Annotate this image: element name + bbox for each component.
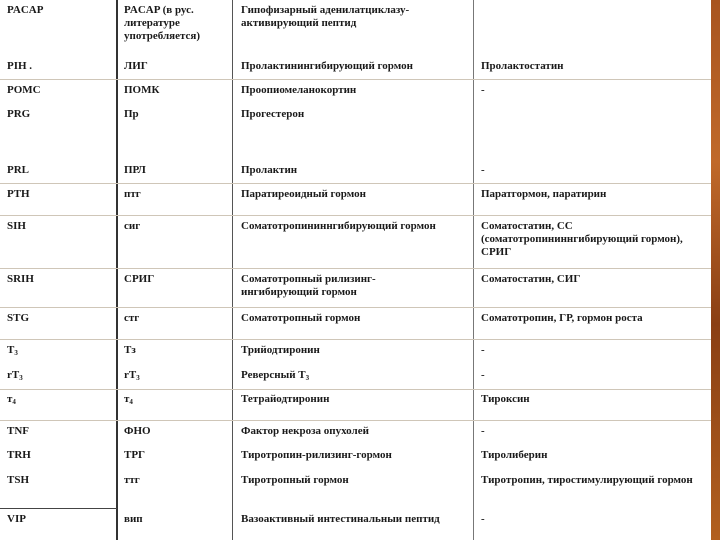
column-divider [232,0,233,540]
cell-full-name: Тиротропин-рилизинг-гормон [241,449,392,461]
cell-synonyms: Соматостатин, СС (соматотропининнгибирующий гормон), СРИГ [481,220,683,258]
cell-abbr-en: TSH [7,474,30,486]
row-divider [0,307,711,308]
cell-abbr-ru: ттг [124,474,140,486]
cell-synonyms: - [481,84,485,96]
cell-abbr-ru: ПРЛ [124,164,146,176]
cell-full-name: Тетрайодтиронин [241,393,330,405]
cell-full-name: Проопиомеланокортин [241,84,357,96]
cell-abbr-ru: СРИГ [124,273,155,285]
cell-abbr-ru: ПОМК [124,84,160,96]
cell-full-name: Прогестерон [241,108,305,120]
decorative-side-strip [711,0,720,540]
cell-synonyms: Соматотропин, ГР, гормон роста [481,312,643,324]
row-divider [0,268,711,269]
cell-abbr-en: VIP [7,513,26,525]
cell-abbr-en: TRH [7,449,31,461]
cell-synonyms: - [481,425,485,437]
row-divider [0,183,711,184]
cell-abbr-ru: Пр [124,108,139,120]
cell-full-name: Соматотропный рилизинг-ингибирующий гормон [241,273,376,298]
cell-abbr-ru: птг [124,188,141,200]
cell-abbr-en: $rT_3$ [7,369,23,382]
cell-abbr-ru: $rT_3$ [124,369,140,382]
cell-abbr-ru: $т_4$ [124,393,133,406]
cell-synonyms: - [481,369,485,381]
cell-full-name: Вазоактивный интестинальныи пептид [241,513,440,525]
cell-abbr-en: PRG [7,108,31,120]
cell-full-name: Соматотропининнгибирующий гормон [241,220,436,232]
cell-synonyms: - [481,344,485,356]
cell-abbr-ru: ЛИГ [124,60,148,72]
cell-abbr-ru: Тз [124,344,136,356]
cell-abbr-en: SRIH [7,273,34,285]
cell-abbr-en: STG [7,312,30,324]
header-abbr-ru: PACAP (в рус. литературе употребляется) [124,4,200,42]
cell-synonyms: Тироксин [481,393,530,405]
cell-full-name: Тиротропный гормон [241,474,349,486]
cell-synonyms: Тиролиберин [481,449,548,461]
cell-abbr-en: PRL [7,164,29,176]
row-divider [0,79,711,80]
cell-abbr-en: PIH . [7,60,33,72]
cell-full-name: Паратиреоидный гормон [241,188,366,200]
cell-synonyms: Соматостатин, СИГ [481,273,581,285]
column-divider [116,0,118,540]
cell-synonyms: - [481,513,485,525]
cell-full-name: Пролактинингибирующий гормон [241,60,413,72]
cell-abbr-ru: вип [124,513,143,525]
cell-full-name: Реверсный $Т_3$ [241,369,310,382]
cell-abbr-en: TNF [7,425,29,437]
header-abbr-en: PACAP [7,4,44,16]
cell-full-name: Трийодтиронин [241,344,320,356]
cell-abbr-en: SIH [7,220,26,232]
cell-abbr-en: PTH [7,188,30,200]
cell-abbr-en: POMC [7,84,41,96]
cell-synonyms: - [481,164,485,176]
cell-full-name: Пролактин [241,164,298,176]
cell-abbr-en: $T_3$ [7,344,18,357]
column-divider [473,0,474,540]
cell-abbr-ru: ТРГ [124,449,146,461]
cell-abbr-ru: сиг [124,220,141,232]
cell-synonyms: Тиротропин, тиростимулирующий гормон [481,474,693,486]
row-divider [0,215,711,216]
row-divider [0,508,117,509]
cell-abbr-ru: ФНО [124,425,151,437]
header-full-name: Гипофизарный аденилатциклазу-активирующий пептид [241,4,410,29]
row-divider [0,420,711,421]
row-divider [0,339,711,340]
cell-full-name: Соматотропный гормон [241,312,361,324]
cell-full-name: Фактор некроза опухолей [241,425,369,437]
cell-synonyms: Паратгормон, паратирин [481,188,607,200]
row-divider [0,389,711,390]
cell-synonyms: Пролактостатин [481,60,564,72]
cell-abbr-en: $т_4$ [7,393,16,406]
cell-abbr-ru: стг [124,312,140,324]
